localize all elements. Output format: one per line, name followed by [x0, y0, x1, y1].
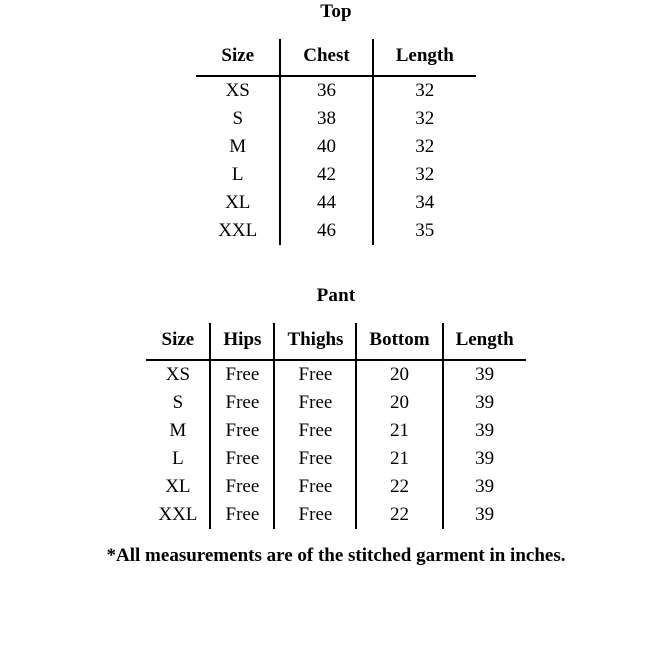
table-row	[146, 501, 525, 529]
cell-thighs: Free	[274, 389, 356, 417]
pant-col-header-length: Length	[443, 323, 526, 360]
table-row	[196, 189, 476, 217]
table-row	[196, 161, 476, 189]
top-col-header-chest: Chest	[280, 39, 372, 76]
cell-hips: Free	[210, 473, 274, 501]
cell-length: 39	[443, 501, 526, 529]
pant-size-table	[146, 323, 525, 529]
pant-col-header-hips: Hips	[210, 323, 274, 360]
cell-hips: Free	[210, 360, 274, 389]
top-header-row	[196, 39, 476, 76]
table-row	[196, 105, 476, 133]
cell-size: M	[169, 420, 187, 441]
cell-size: S	[232, 108, 244, 129]
cell-length: 39	[443, 389, 526, 417]
cell-thighs: Free	[274, 501, 356, 529]
pant-col-header-size: Size	[146, 323, 210, 360]
cell-length: 32	[373, 133, 476, 161]
cell-thighs: Free	[274, 445, 356, 473]
cell-length: 35	[373, 217, 476, 245]
top-col-header-length: Length	[373, 39, 476, 76]
cell-bottom: 22	[356, 501, 442, 529]
pant-table-head	[146, 323, 525, 360]
table-row	[196, 76, 476, 105]
cell-size: XL	[165, 476, 191, 497]
cell-length: 32	[373, 76, 476, 105]
top-col-header-size: Size	[196, 39, 280, 76]
pant-section-title: Pant	[316, 285, 356, 306]
pant-header-row	[146, 323, 525, 360]
cell-size: XS	[165, 364, 191, 385]
cell-bottom: 20	[356, 389, 442, 417]
cell-bottom: 21	[356, 445, 442, 473]
cell-bottom: 21	[356, 417, 442, 445]
cell-chest: 40	[280, 133, 372, 161]
table-row	[146, 360, 525, 389]
table-row	[146, 473, 525, 501]
top-table-wrapper	[0, 39, 672, 245]
top-size-table	[196, 39, 476, 245]
pant-table-body	[146, 360, 525, 529]
table-row	[196, 217, 476, 245]
table-row	[146, 445, 525, 473]
cell-length: 39	[443, 473, 526, 501]
table-row	[196, 133, 476, 161]
cell-size: S	[172, 392, 184, 413]
measurements-footnote: *All measurements are of the stitched garment in inches.	[106, 545, 566, 566]
pant-table-wrapper	[0, 323, 672, 529]
pant-col-header-thighs: Thighs	[274, 323, 356, 360]
cell-chest: 42	[280, 161, 372, 189]
cell-bottom: 20	[356, 360, 442, 389]
cell-chest: 46	[280, 217, 372, 245]
top-section-title: Top	[320, 1, 352, 22]
cell-thighs: Free	[274, 417, 356, 445]
cell-chest: 38	[280, 105, 372, 133]
cell-length: 32	[373, 105, 476, 133]
cell-hips: Free	[210, 445, 274, 473]
top-table-body	[196, 76, 476, 245]
cell-hips: Free	[210, 389, 274, 417]
table-row	[146, 417, 525, 445]
cell-chest: 36	[280, 76, 372, 105]
cell-hips: Free	[210, 417, 274, 445]
cell-size: L	[172, 448, 184, 469]
cell-thighs: Free	[274, 473, 356, 501]
cell-size: M	[229, 136, 247, 157]
cell-length: 32	[373, 161, 476, 189]
cell-hips: Free	[210, 501, 274, 529]
cell-length: 39	[443, 445, 526, 473]
cell-thighs: Free	[274, 360, 356, 389]
cell-size: L	[231, 164, 244, 185]
cell-length: 39	[443, 360, 526, 389]
cell-size: XS	[225, 80, 250, 101]
cell-size: XXL	[218, 220, 258, 241]
cell-bottom: 22	[356, 473, 442, 501]
pant-col-header-bottom: Bottom	[356, 323, 442, 360]
top-table-head	[196, 39, 476, 76]
table-row	[146, 389, 525, 417]
cell-chest: 44	[280, 189, 372, 217]
cell-length: 39	[443, 417, 526, 445]
cell-length: 34	[373, 189, 476, 217]
cell-size: XL	[225, 192, 251, 213]
cell-size: XXL	[158, 504, 198, 525]
